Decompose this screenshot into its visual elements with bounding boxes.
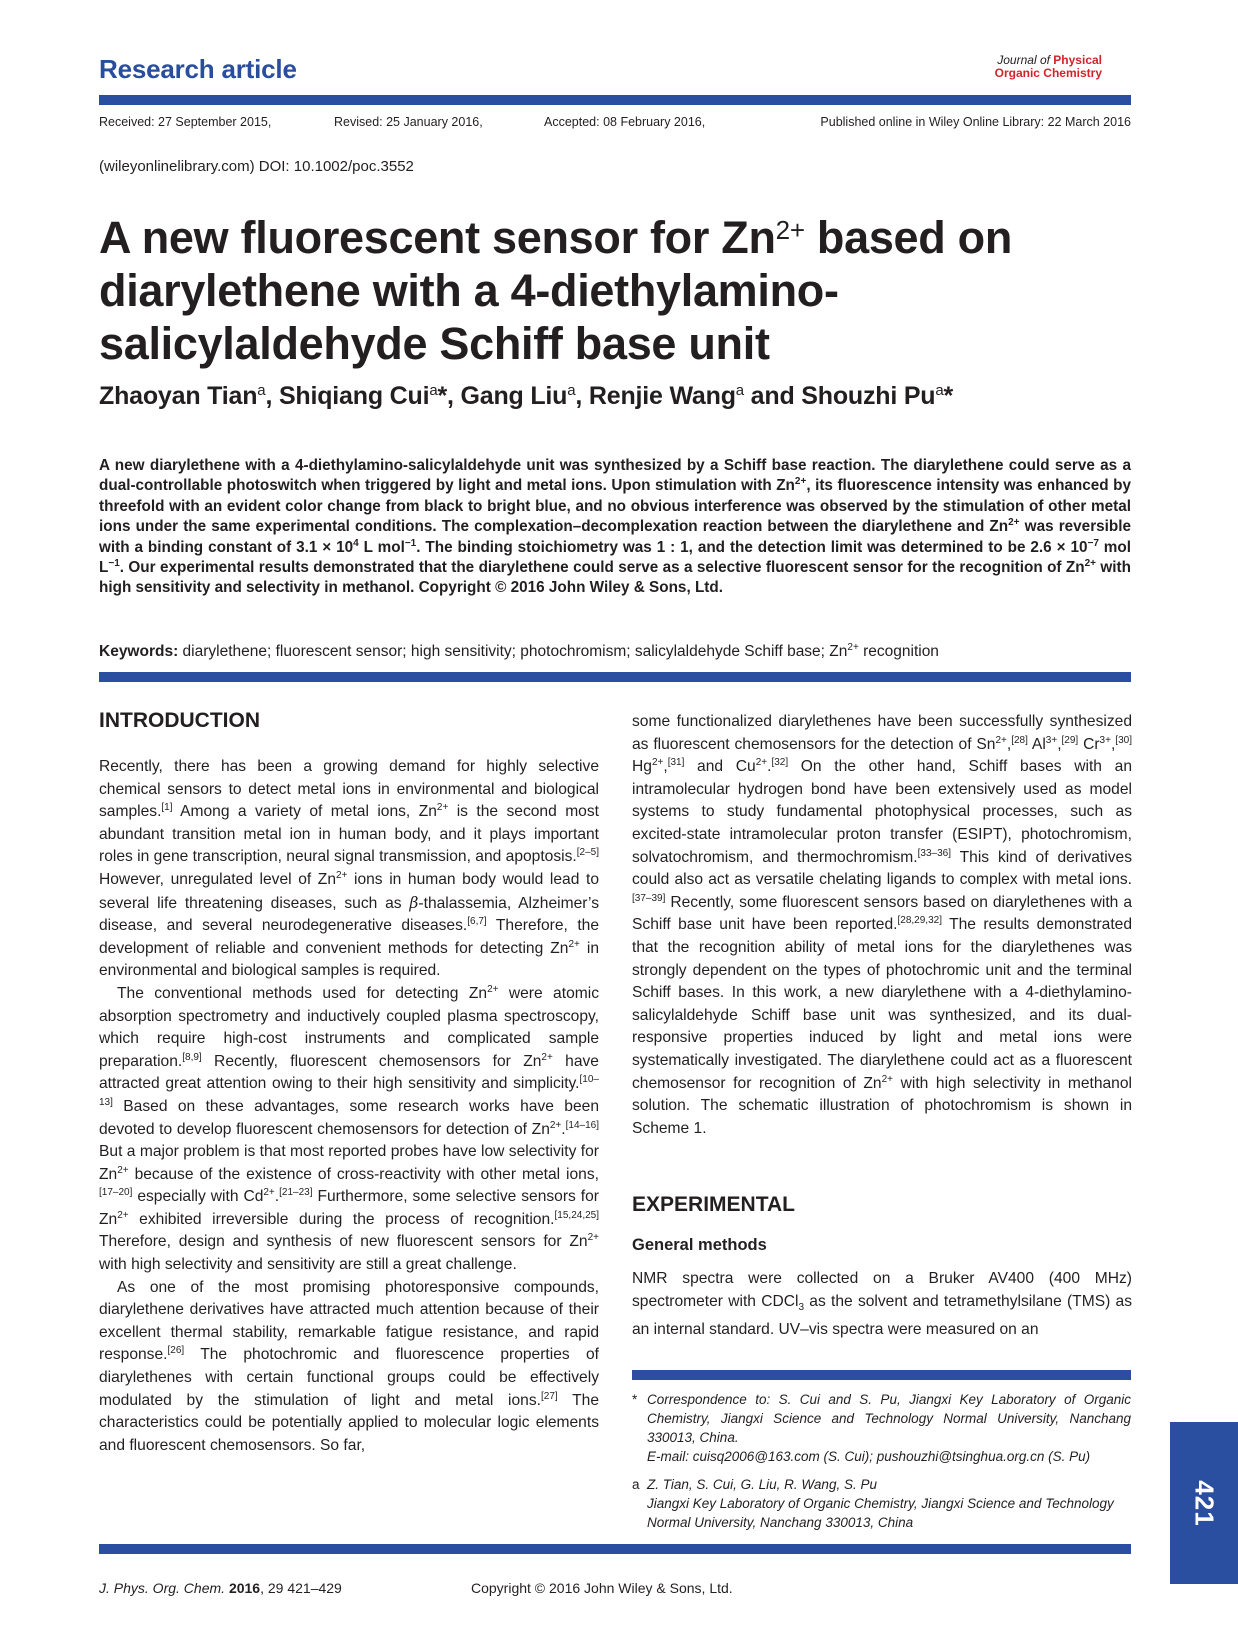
author-list [99, 382, 1139, 411]
affiliation-mark: a [257, 382, 266, 399]
affiliation-mark: a [735, 382, 744, 399]
header-divider [99, 95, 1131, 105]
corresponding-mark: * [943, 382, 954, 410]
date-accepted: Accepted: 08 February 2016, [544, 115, 706, 129]
paragraph: NMR spectra were collected on a Bruker AV400 (400 MHz) spectrometer with CDCl$_3$ as the solvent and tetramethylsilane (TMS) as an internal standard. UV–vis spectra were measured on an [632, 1270, 1133, 1339]
author-name: Renjie Wang [588, 382, 736, 410]
abstract-divider [99, 672, 1131, 682]
affiliation-footnote [632, 1475, 1131, 1532]
subheading-general-methods: General methods [632, 1236, 767, 1254]
copyright-footer: Copyright © 2016 John Wiley & Sons, Ltd. [471, 1580, 733, 1596]
citation[interactable]: [14–16] [565, 1119, 599, 1131]
citation[interactable]: [26] [167, 1345, 185, 1357]
abstract-text: mol L [99, 538, 1132, 577]
citation[interactable]: [1] [161, 802, 173, 814]
journal-logo-line2: Organic Chemistry [994, 66, 1102, 80]
paragraph: some functionalized diarylethenes have been successfully synthesized as fluorescent chemosensors for the detection of $Sn^{2+},[28]$ $Al^{3+},[29]$ $Cr^{3+},[30]$ $Hg^{2+},[31]$ and $Cu^{2+}.[32]$ On the other hand, Schiff bases with an intramolecular hydrogen bond have been extensively used as model systems to study fundamental photophysical processes, such as excited-state intramolecular proton transfer (ESIPT), photochromism, solvatochromism, and thermochromism.[33–36] This kind of derivatives could also act as versatile chelating ligands to complex with metal ions.[37–39] Recently, some fluorescent sensors based on diarylethenes with a Schiff base unit have been reported.[28,29,32] The results demonstrated that the recognition ability of metal ions for the diarylethenes was strongly dependent on the types of photochromic unit and the terminal Schiff bases. In this work, a new diarylethene with a 4-diethylamino-salicylaldehyde Schiff base unit was synthesized, and its dual-responsive properties induced by light and metal ions were systematically investigated. The diarylethene could act as a fluorescent chemosensor for recognition of $Zn^{2+}$ with high selectivity in methanol solution. The schematic illustration of photochromism is shown in Scheme 1. [632, 713, 1132, 1137]
author [461, 382, 576, 410]
author [279, 382, 447, 410]
separator: , [575, 382, 589, 410]
citation[interactable]: [28] [1011, 734, 1028, 746]
sup: −7 [1087, 537, 1099, 549]
abstract-text: . Our experimental results demonstrated that the diarylethene could serve as a selective fluorescent sensor for the recognition of Zn [119, 559, 1085, 577]
citation[interactable]: [10–13] [99, 1074, 599, 1108]
left-column [99, 756, 599, 1457]
corresponding-mark: * [437, 382, 447, 410]
citation[interactable]: [21–23] [279, 1187, 313, 1199]
sup: 2+ [847, 642, 859, 653]
article-title [99, 204, 1139, 370]
date-revised: Revised: 25 January 2016, [334, 115, 483, 129]
author [801, 382, 953, 410]
citation[interactable]: [31] [667, 757, 685, 769]
date-published: Published online in Wiley Online Library: 22 March 2016 [820, 115, 1131, 129]
title-text: based on [804, 212, 1013, 263]
title-sup: 2+ [775, 215, 805, 245]
section-label: Research article [99, 54, 297, 84]
citation[interactable]: [29] [1061, 734, 1079, 746]
author [99, 382, 265, 410]
paragraph: Recently, there has been a growing demand for highly selective chemical sensors to detect metal ions in environmental and biological samples.[1] Among a variety of metal ions, $Zn^{2+}$ is the second most abundant transition metal ion in human body, and it plays important roles in gene transcription, neural signal transmission, and apoptosis.[2–5] However, unregulated level of $Zn^{2+}$ ions in human body would lead to several life threatening diseases, such as β-thalassemia, Alzheimer’s disease, and several neurodegenerative diseases.[6,7] Therefore, the development of reliable and convenient methods for detecting $Zn^{2+}$ in environmental and biological samples is required. [99, 758, 600, 980]
citation[interactable]: [32] [771, 757, 789, 769]
journal-logo [995, 54, 1102, 80]
sup: 2+ [1008, 517, 1020, 529]
separator: and [743, 382, 802, 410]
affiliation-address: Jiangxi Key Laboratory of Organic Chemistry, Jiangxi Science and Technology Normal University, Nanchang 330013, China [647, 1496, 1114, 1530]
sup: 2+ [794, 476, 807, 488]
doi[interactable]: (wileyonlinelibrary.com) DOI: 10.1002/poc.3552 [99, 158, 414, 175]
citation[interactable]: [15,24,25] [554, 1209, 599, 1221]
separator: , [265, 382, 279, 410]
affiliation-names: Z. Tian, S. Cui, G. Liu, R. Wang, S. Pu [647, 1477, 877, 1492]
year: 2016 [228, 1580, 261, 1596]
journal-logo-prefix: Journal of [997, 53, 1050, 67]
citation[interactable]: [2–5] [576, 847, 599, 859]
citation[interactable]: [17–20] [99, 1187, 133, 1199]
sup: −1 [108, 558, 120, 570]
abstract-text: A new diarylethene with a 4-diethylamino-salicylaldehyde unit was synthesized by a Schiff base reaction. The diarylethene could serve as a dual-controllable photoswitch when triggered by light and metal ions. Upon stimulation with Zn [99, 457, 1131, 495]
paragraph: As one of the most promising photoresponsive compounds, diarylethene derivatives have attracted much attention because of their excellent thermal stability, remarkable fatigue resistance, and rapid response.[26] The photochromic and fluorescence properties of diarylethenes with certain functional groups could be effectively modulated by the stimulation of light and metal ions.[27] The characteristics could be potentially applied to molecular logic elements and fluorescent chemosensors. So far, [99, 1278, 599, 1454]
author-name: Shiqiang Cui [278, 382, 430, 410]
article-dates [99, 115, 1131, 129]
correspondence-footnote [632, 1390, 1131, 1466]
footnote-mark: * [632, 1392, 638, 1407]
citation[interactable]: [27] [541, 1390, 558, 1402]
paragraph: The conventional methods used for detecting $Zn^{2+}$ were atomic absorption spectrometry and inductively coupled plasma spectroscopy, which require high-cost instruments and complicated sample preparation.[8,9] Recently, fluorescent chemosensors for $Zn^{2+}$ have attracted great attention owing to their high sensitivity and simplicity.[10–13] Based on these advantages, some research works have been devoted to develop fluorescent chemosensors for detection of $Zn^{2+}.[14-16]$ But a major problem is that most reported probes have low selectivity for $Zn^{2+}$ because of the existence of cross-reactivity with other metal ions,[17–20] especially with $Cd^{2+}.[21-23]$ Furthermore, some selective sensors for $Zn^{2+}$ exhibited irreversible during the process of recognition.[15,24,25] Therefore, design and synthesis of new fluorescent sensors for $Zn^{2+}$ with high selectivity and sensitivity are still a great challenge. [99, 983, 599, 1274]
date-received: Received: 27 September 2015, [99, 115, 272, 129]
abstract-text: was reversible with a binding constant of 3.1 × 10 [99, 518, 1131, 556]
keywords-label: Keywords: [99, 643, 179, 660]
author [589, 382, 744, 410]
author-name: Shouzhi Pu [801, 382, 936, 410]
citation[interactable]: [33–36] [917, 847, 951, 859]
title-line: diarylethene with a 4-diethylamino- [99, 265, 839, 316]
keywords-text: diarylethene; fluorescent sensor; high sensitivity; photochromism; salicylaldehyde Schiff base; Zn [178, 643, 848, 660]
page-number-tab [1170, 1422, 1238, 1584]
citation[interactable]: [28,29,32] [897, 915, 942, 927]
abstract [99, 456, 1131, 599]
volume-pages: , 29 421–429 [260, 1580, 342, 1596]
citation[interactable]: [6,7] [467, 916, 487, 928]
journal-logo-accent: Physical [1053, 53, 1102, 67]
keywords [99, 643, 939, 661]
title-line: salicylaldehyde Schiff base unit [99, 318, 770, 369]
heading-experimental: EXPERIMENTAL [632, 1193, 795, 1216]
correspondence-email[interactable]: E-mail: cuisq2006@163.com (S. Cui); pushouzhi@tsinghua.org.cn (S. Pu) [647, 1449, 1091, 1464]
abstract-text: , its fluorescence intensity was enhanced by threefold with an evident color change from black to bright blue, and no obvious interference was observed by the stimulation of other metal ions under the same experimental conditions. The complexation–decomplexation reaction between the diarylethene and Zn [99, 477, 1131, 536]
affiliation-mark: a [429, 382, 438, 399]
citation[interactable]: [37–39] [632, 892, 666, 904]
author-name: Gang Liu [460, 382, 568, 410]
separator: , [447, 382, 461, 410]
correspondence-text: Correspondence to: S. Cui and S. Pu, Jiangxi Key Laboratory of Organic Chemistry, Jiangxi Science and Technology Normal University, Nanchang 330013, China. [647, 1392, 1131, 1445]
author-name: Zhaoyan Tian [99, 382, 258, 410]
right-column [632, 711, 1132, 1140]
citation[interactable]: [8,9] [182, 1051, 202, 1063]
abstract-text: L mol [358, 538, 405, 556]
journal-abbr: J. Phys. Org. Chem. [99, 1580, 226, 1596]
citation[interactable]: [30] [1115, 734, 1132, 746]
sup: −1 [404, 537, 417, 549]
footnote-mark: a [632, 1477, 640, 1492]
affiliation-mark: a [935, 382, 944, 399]
experimental-text [632, 1268, 1132, 1342]
affiliation-mark: a [567, 382, 576, 399]
citation-footer [99, 1580, 342, 1596]
page-number: 421 [1189, 1479, 1220, 1527]
footer-divider [99, 1544, 1131, 1554]
title-text: A new fluorescent sensor for Zn [99, 212, 776, 263]
footnote-divider [632, 1370, 1131, 1380]
sup: 4 [353, 537, 359, 549]
abstract-text: . The binding stoichiometry was 1 : 1, and the detection limit was determined to be 2.6 × 10 [416, 538, 1088, 556]
sup: 2+ [1084, 558, 1097, 570]
abstract-text: with high sensitivity and selectivity in methanol. Copyright © 2016 John Wiley & Sons, Ltd. [99, 559, 1131, 597]
keywords-text: recognition [858, 643, 939, 660]
heading-introduction: INTRODUCTION [99, 709, 260, 732]
